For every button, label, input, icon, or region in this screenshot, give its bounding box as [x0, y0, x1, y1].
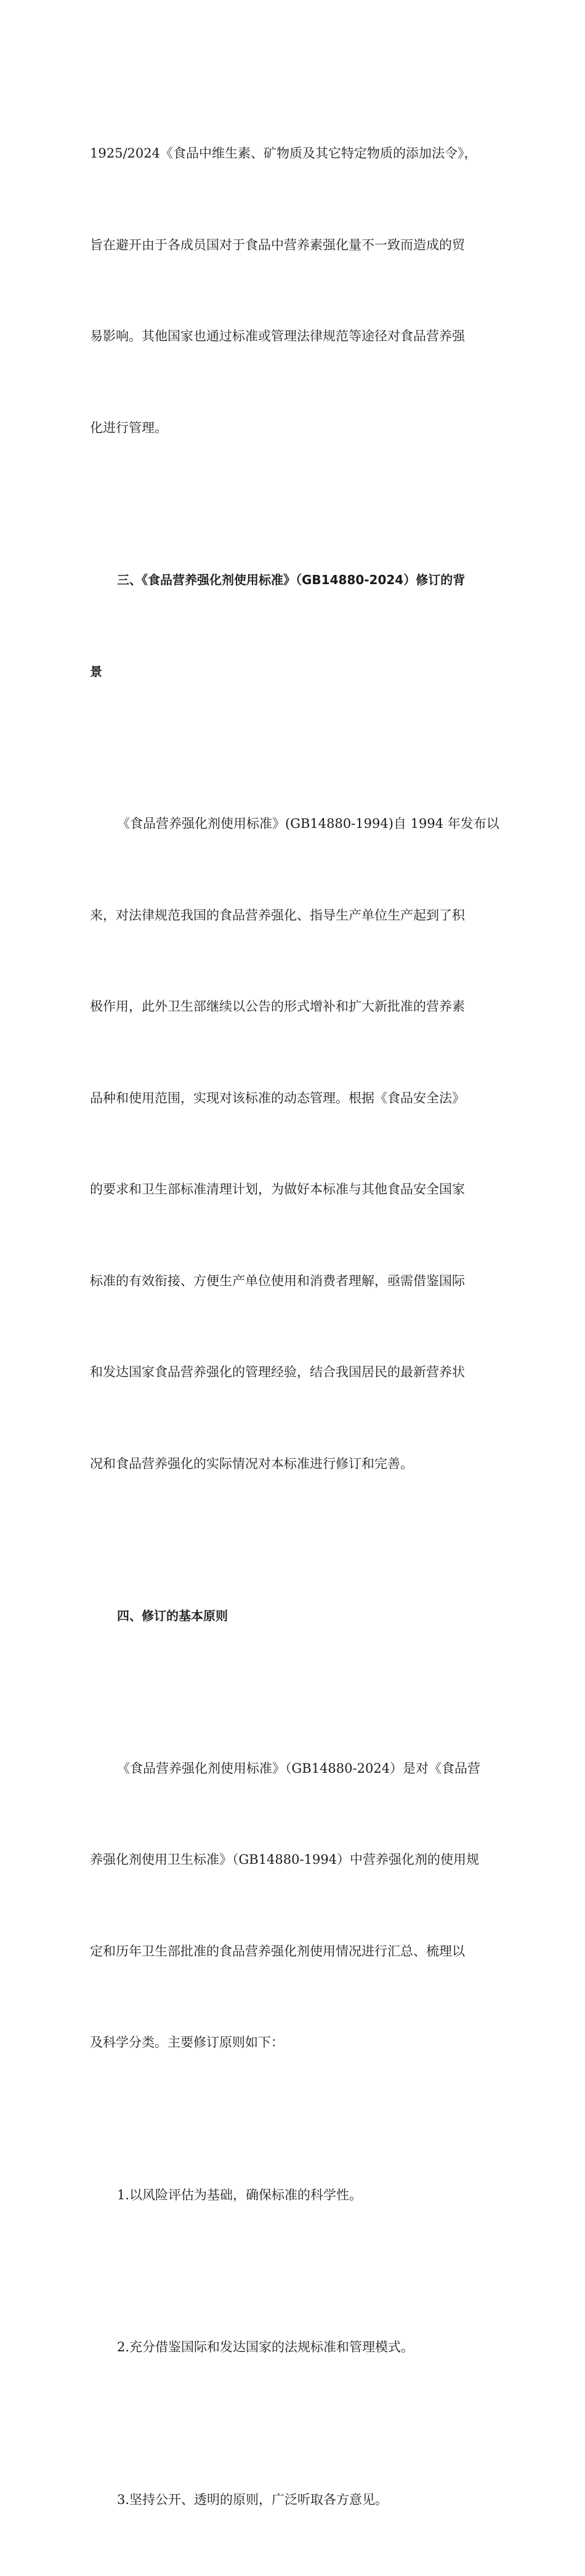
section-heading-3 [90, 504, 496, 748]
text-line: 品种和使用范围，实现对该标准的动态管理。根据《食品安全法》 [90, 1083, 496, 1114]
paragraph-revision-background [90, 748, 496, 1540]
text-line: 养强化剂使用卫生标准》（GB14880-1994）中营养强化剂的使用规 [90, 1845, 496, 1876]
text-line: 《食品营养强化剂使用标准》(GB14880-1994)自 1994 年发布以 [90, 809, 496, 840]
text-line: 况和食品营养强化的实际情况对本标准进行修订和完善。 [90, 1449, 496, 1480]
text-line: 《食品营养强化剂使用标准》（GB14880-2024）是对《食品营 [90, 1754, 496, 1784]
text-line: 和发达国家食品营养强化的管理经验，结合我国居民的最新营养状 [90, 1357, 496, 1388]
text-line: 2.充分借鉴国际和发达国家的法规标准和管理模式。 [90, 2332, 496, 2363]
text-line: 化进行管理。 [90, 413, 496, 444]
text-line: 定和历年卫生部批准的食品营养强化剂使用情况进行汇总、梳理以 [90, 1936, 496, 1967]
document-page [0, 0, 585, 827]
text-line: 的要求和卫生部标准清理计划，为做好本标准与其他食品安全国家 [90, 1174, 496, 1205]
text-line: 极作用，此外卫生部继续以公告的形式增补和扩大新批准的营养素 [90, 992, 496, 1022]
text-line: 3.坚持公开、透明的原则，广泛听取各方意见。 [90, 2485, 496, 2516]
principle-item-3 [90, 2424, 496, 2576]
text-line: 及科学分类。主要修订原则如下： [90, 2028, 496, 2058]
text-line: 标准的有效衔接、方便生产单位使用和消费者理解，亟需借鉴国际 [90, 1266, 496, 1297]
text-line: 1.以风险评估为基础，确保标准的科学性。 [90, 2180, 496, 2211]
heading-line: 三、《食品营养强化剂使用标准》（GB14880-2024）修订的背 [90, 565, 496, 596]
heading-line: 四、修订的基本原则 [90, 1601, 496, 1632]
principle-item-2 [90, 2271, 496, 2424]
text-line: 来，对法律规范我国的食品营养强化、指导生产单位生产起到了积 [90, 901, 496, 931]
paragraph-eu-regulation [90, 78, 496, 504]
heading-line: 景 [90, 657, 496, 688]
document-body [90, 78, 496, 2576]
text-line: 1925/2024《食品中维生素、矿物质及其它特定物质的添加法令》， [90, 138, 496, 169]
paragraph-revision-principles [90, 1693, 496, 2119]
text-line: 易影响。其他国家也通过标准或管理法律规范等途径对食品营养强 [90, 321, 496, 352]
section-heading-4 [90, 1540, 496, 1693]
principle-item-1 [90, 2119, 496, 2272]
text-line: 旨在避开由于各成员国对于食品中营养素强化量不一致而造成的贸 [90, 230, 496, 261]
